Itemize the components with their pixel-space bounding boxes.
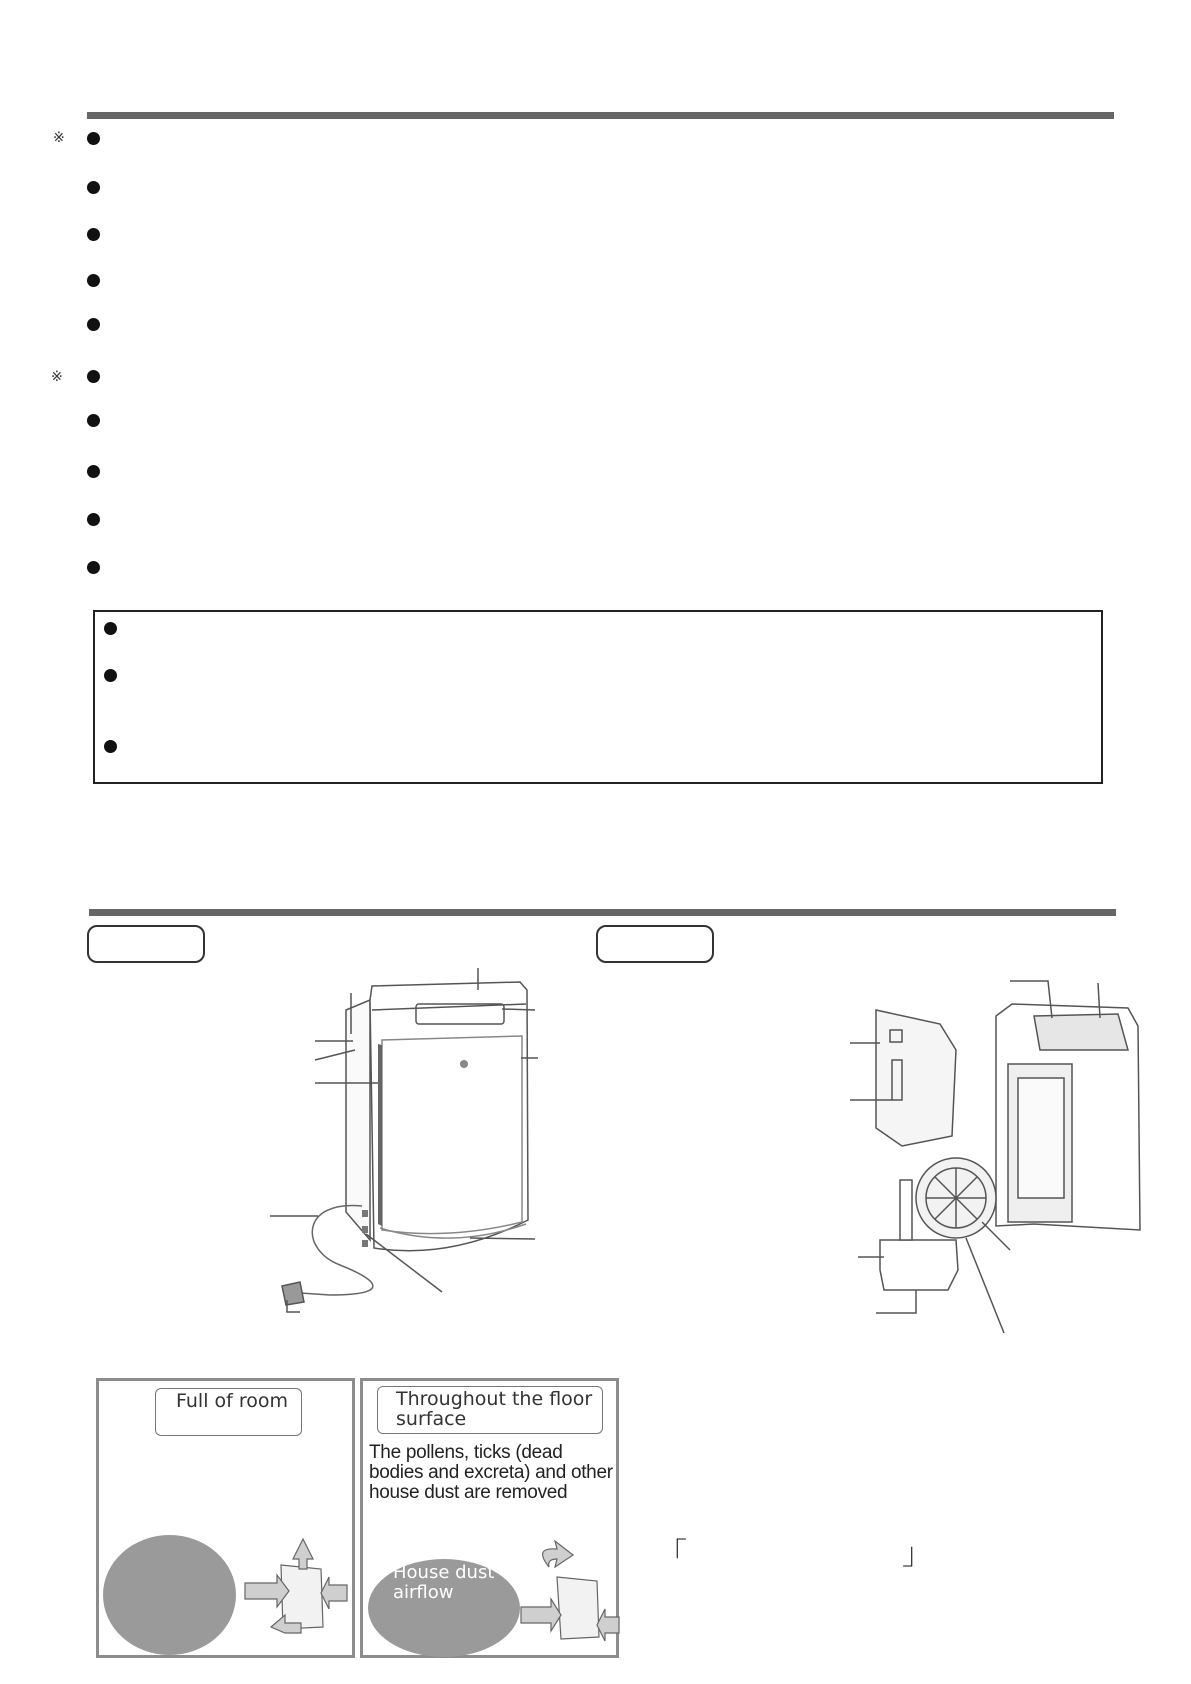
bullet-10 xyxy=(87,561,100,574)
parts-section-rule xyxy=(89,909,1116,916)
bullet-8 xyxy=(87,465,100,478)
bullet-5 xyxy=(87,318,100,331)
note-mark-1: ※ xyxy=(53,130,65,146)
bullet-1 xyxy=(87,132,100,145)
house-dust-airflow-label: House dust airflow xyxy=(393,1562,495,1603)
bullet-9 xyxy=(87,513,100,526)
notice-bullet-1 xyxy=(104,622,117,635)
purifier-upward-airflow-icon xyxy=(241,1529,351,1639)
notice-box xyxy=(93,610,1103,784)
front-view-tab xyxy=(87,925,205,963)
top-section-rule xyxy=(87,112,1114,119)
bullet-2 xyxy=(87,181,100,194)
left-dust-blob xyxy=(103,1535,236,1655)
open-corner-bracket: 「 xyxy=(657,1537,687,1572)
close-corner-bracket: 」 xyxy=(902,1537,932,1572)
bullet-4 xyxy=(87,274,100,287)
notice-bullet-3 xyxy=(104,740,117,753)
bullet-7 xyxy=(87,414,100,427)
purifier-floor-airflow-icon xyxy=(521,1537,621,1647)
floor-surface-panel xyxy=(360,1378,619,1658)
full-of-room-label: Full of room xyxy=(155,1388,302,1436)
full-of-room-panel xyxy=(96,1378,355,1658)
bullet-6 xyxy=(87,370,100,383)
floor-surface-description: The pollens, ticks (dead bodies and excreta) and other house dust are removed xyxy=(369,1442,613,1503)
back-view-tab xyxy=(596,925,714,963)
bullet-3 xyxy=(87,228,100,241)
floor-surface-label: Throughout the floor surface xyxy=(377,1386,603,1434)
note-mark-2: ※ xyxy=(51,369,63,385)
notice-bullet-2 xyxy=(104,669,117,682)
